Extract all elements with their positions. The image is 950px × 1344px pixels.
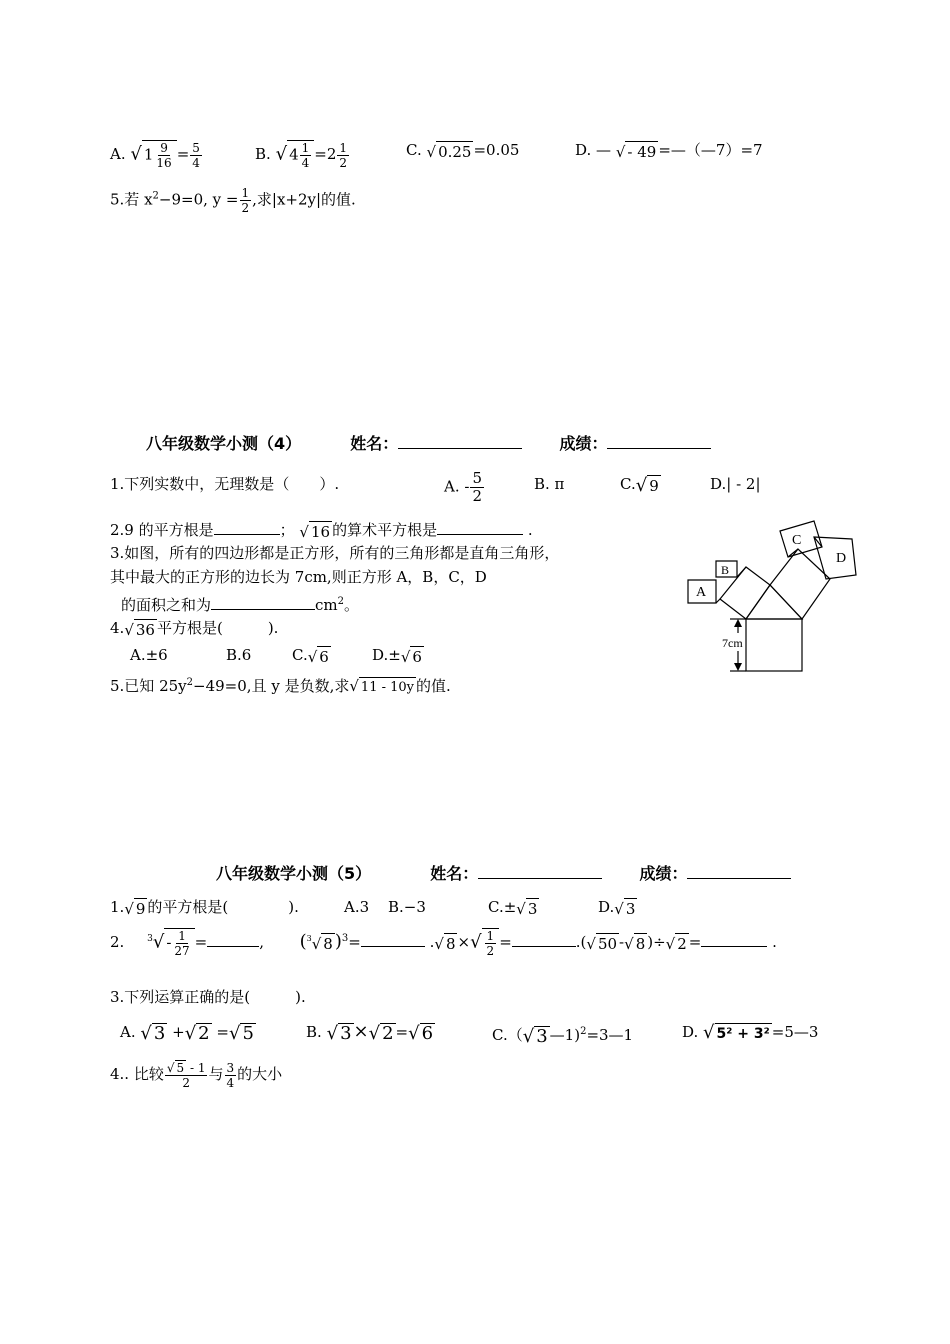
quiz4-q1 xyxy=(110,470,810,506)
sqrt: √ 6 xyxy=(400,647,422,666)
radicand: 5 xyxy=(242,1022,254,1044)
label-a: A xyxy=(696,585,707,600)
minus: - xyxy=(166,933,172,952)
option-label: C. xyxy=(406,141,422,159)
quiz4-header xyxy=(146,432,711,454)
sqrt: √ 2 xyxy=(368,1022,394,1044)
denominator: 16 xyxy=(156,156,172,170)
option-label: D.± xyxy=(372,646,401,664)
equals: = xyxy=(348,933,361,951)
sqrt: √ 0.25 xyxy=(426,142,472,161)
sqrt: √ 3 xyxy=(326,1022,352,1044)
sqrt: √ 3 xyxy=(516,899,538,918)
option-label: D. xyxy=(598,898,615,916)
period: . xyxy=(429,933,435,951)
minus: — xyxy=(596,141,612,159)
answer-blank[interactable] xyxy=(211,593,315,610)
equals: = xyxy=(216,1023,229,1041)
quiz4-q2 xyxy=(110,518,533,542)
radicand: 8 xyxy=(323,934,333,953)
separator: ； xyxy=(279,521,295,539)
numerator: 5 xyxy=(472,469,483,487)
radicand: 9 xyxy=(649,476,659,495)
sqrt: √ 9 xyxy=(124,899,146,918)
fraction xyxy=(225,1061,237,1090)
score-label: 成绩： xyxy=(639,864,688,883)
fraction xyxy=(190,141,202,170)
sqrt: √ 50 xyxy=(586,934,618,953)
name-field[interactable] xyxy=(398,432,522,449)
answer-blank[interactable] xyxy=(361,930,425,947)
label-c: C xyxy=(792,533,802,548)
q5-text: 5.若 x xyxy=(110,190,153,209)
option-label: D. xyxy=(682,1023,699,1041)
quiz5-q3: 3.下列运算正确的是( ). xyxy=(110,988,306,1006)
minus: - xyxy=(619,933,625,951)
times: × xyxy=(353,1021,369,1042)
denominator: 2 xyxy=(486,944,495,958)
quiz-title: 八年级数学小测（5） xyxy=(216,864,372,883)
question-text: 5.已知 25y xyxy=(110,677,187,695)
fraction xyxy=(154,141,173,170)
option-d xyxy=(598,897,637,919)
sqrt: √ 9 xyxy=(635,474,659,496)
quiz5-header xyxy=(216,862,791,884)
label-b: B xyxy=(721,563,730,577)
quiz5-q4 xyxy=(110,1060,282,1100)
quiz4-q3-line1: 3.如图，所有的四边形都是正方形，所有的三角形都是直角三角形， xyxy=(110,544,560,562)
result: =3—1 xyxy=(586,1026,634,1044)
arrow-up xyxy=(734,619,742,627)
question-number: 2. xyxy=(110,933,125,951)
radicand: 16 xyxy=(310,522,331,541)
question xyxy=(110,897,299,919)
question-text: 的面积之和为 xyxy=(121,596,212,614)
divide: )÷ xyxy=(647,933,666,951)
equals: =2 xyxy=(314,145,337,163)
option-label: B. xyxy=(255,145,271,163)
paren: .( xyxy=(575,933,587,951)
whole: 4 xyxy=(289,145,299,164)
expression: —1) xyxy=(549,1026,581,1044)
option-a: A.3 xyxy=(344,898,370,916)
sqrt: √ 5 xyxy=(228,1022,254,1044)
name-label: 姓名： xyxy=(430,864,479,883)
sqrt: √ 6 xyxy=(307,647,329,666)
fraction xyxy=(470,470,484,505)
option-d: D.| - 2| xyxy=(710,475,761,493)
root-index: 3 xyxy=(306,934,312,943)
denominator: 4 xyxy=(192,155,200,170)
result: =—（—7）=7 xyxy=(658,141,763,159)
period: . xyxy=(527,521,533,539)
option-label: B. xyxy=(306,1023,322,1041)
radicand: 5² + 3² xyxy=(715,1023,772,1044)
radicand: 50 xyxy=(597,934,618,953)
superscript: 2 xyxy=(186,677,194,688)
fraction xyxy=(165,1060,208,1090)
denominator: 4 xyxy=(226,1075,235,1090)
option-label: D. xyxy=(575,141,592,159)
numerator: √ 5 - 1 xyxy=(166,1061,206,1075)
quiz-title: 八年级数学小测（4） xyxy=(146,434,302,453)
option-label: C.（ xyxy=(492,1026,523,1044)
quiz5-q2 xyxy=(110,928,777,972)
option-a: A.±6 xyxy=(130,646,168,664)
sqrt-mixed: √ 1 $\frac{9}{16}$ xyxy=(130,140,176,170)
answer-blank[interactable] xyxy=(701,930,767,947)
option-d xyxy=(372,645,424,667)
superscript: 2 xyxy=(580,1026,587,1037)
quiz4-q3-line3 xyxy=(121,592,359,615)
radicand: 3 xyxy=(153,1022,166,1044)
radicand: 6 xyxy=(421,1022,434,1044)
paren: ) xyxy=(334,931,342,952)
top-question-5 xyxy=(110,186,356,222)
numerator: 1 xyxy=(241,186,250,200)
large-square xyxy=(746,619,802,671)
arrow-down xyxy=(734,663,742,671)
option-label: A. xyxy=(120,1023,136,1041)
radicand: 8 xyxy=(445,934,456,953)
equals: = xyxy=(688,933,702,951)
option-a xyxy=(444,470,485,505)
plus: + xyxy=(172,1023,185,1041)
sqrt: √ 3 xyxy=(614,899,636,918)
option-c xyxy=(406,140,519,162)
radicand: 36 xyxy=(135,620,155,639)
question-text: 与 xyxy=(208,1065,224,1083)
denominator: 27 xyxy=(174,944,190,958)
unit: cm xyxy=(315,596,338,614)
numerator: 1 xyxy=(178,929,186,943)
fraction xyxy=(485,929,497,958)
radicand: 8 xyxy=(635,934,646,953)
quiz4-q5 xyxy=(110,673,451,698)
sqrt: √ 2 xyxy=(665,934,687,953)
name-label: 姓名： xyxy=(350,434,399,453)
score-field[interactable] xyxy=(687,862,791,879)
option-b xyxy=(306,1022,435,1044)
radicand: 6 xyxy=(412,647,422,666)
radicand: 3 xyxy=(527,899,538,918)
quiz5-q1 xyxy=(110,897,670,919)
fraction xyxy=(240,186,252,215)
fraction xyxy=(172,929,191,958)
radicand: 0.25 xyxy=(438,142,472,161)
question-text: 1.下列实数中，无理数是（ ）. xyxy=(110,475,340,493)
option-a xyxy=(120,1022,256,1044)
radicand: 3 xyxy=(340,1022,352,1044)
pythagorean-squares-figure xyxy=(680,515,880,680)
option-b: B.−3 xyxy=(388,898,426,916)
sqrt: √ 16 xyxy=(299,522,331,541)
equals: = xyxy=(499,933,512,951)
sqrt: √ - 49 xyxy=(615,142,657,161)
radicand: 3 xyxy=(536,1025,548,1047)
radicand: 6 xyxy=(319,647,329,666)
option-b xyxy=(255,140,350,170)
cube-root: √ 8 xyxy=(311,934,333,953)
quiz4-q4-options xyxy=(130,645,450,667)
sqrt: √ 6 xyxy=(408,1022,434,1044)
question-text: 的值. xyxy=(416,677,451,695)
question-number: 1. xyxy=(110,898,125,916)
radicand: 2 xyxy=(382,1022,394,1044)
superscript: 2 xyxy=(337,596,345,607)
radicand: 9 xyxy=(135,899,146,918)
answer-blank[interactable] xyxy=(207,930,259,947)
question-text: 2.9 的平方根是 xyxy=(110,521,214,539)
question-text: 的平方根是( ). xyxy=(147,898,299,916)
result: =0.05 xyxy=(473,141,520,159)
numerator: 1 xyxy=(486,929,495,943)
option-label: C. xyxy=(292,646,308,664)
q5-text: ,求|x+2y|的值. xyxy=(252,190,356,209)
root-index: 3 xyxy=(147,934,153,944)
option-c xyxy=(488,897,539,919)
numerator: 1 xyxy=(301,141,310,155)
sqrt: √ 11 - 10y xyxy=(349,676,416,698)
sqrt: √ 36 xyxy=(124,620,155,639)
quiz5-q3-options xyxy=(120,1022,840,1048)
q5-text: −9=0, y = xyxy=(158,190,239,209)
sqrt: √ 8 xyxy=(624,934,646,953)
option-c xyxy=(492,1022,633,1047)
numerator: 3 xyxy=(226,1060,235,1075)
superscript: 3 xyxy=(341,933,349,944)
denominator: 2 xyxy=(241,201,250,215)
question-text: 4.. 比较 xyxy=(110,1065,164,1083)
radicand: 3 xyxy=(625,899,636,918)
sqrt: √ $\frac{1}{2}$ xyxy=(470,928,499,958)
name-field[interactable] xyxy=(478,862,602,879)
numerator: 5 xyxy=(192,140,200,155)
answer-blank[interactable] xyxy=(214,518,280,535)
option-d xyxy=(575,140,763,162)
quiz4-q3-line2: 其中最大的正方形的边长为 7cm,则正方形 A，B，C，D xyxy=(110,568,487,586)
denominator: 2 xyxy=(472,487,483,505)
period: 。 xyxy=(344,596,360,614)
question-text: 平方根是( ). xyxy=(156,619,279,637)
denominator: 4 xyxy=(301,156,310,170)
option-a xyxy=(110,140,203,170)
sqrt: √ 3 xyxy=(140,1022,166,1044)
question-text: 的大小 xyxy=(237,1065,283,1083)
sqrt: √ 3 xyxy=(522,1025,548,1047)
radicand: 5 xyxy=(176,1061,185,1075)
denominator: 2 xyxy=(339,155,348,170)
whole: 1 xyxy=(143,145,154,164)
comma: , xyxy=(259,933,265,951)
connector xyxy=(737,567,746,577)
option-c xyxy=(620,474,661,496)
numerator: 1 xyxy=(339,140,348,155)
times: × xyxy=(457,933,471,951)
denominator: 2 xyxy=(182,1076,190,1090)
equals: = xyxy=(194,933,208,951)
length-label: 7cm xyxy=(722,636,743,650)
sqrt-mixed: √ 4 $\frac{1}{4}$ xyxy=(276,140,315,170)
option-d xyxy=(682,1022,818,1044)
top-options-row xyxy=(110,132,830,172)
question-text: 的算术平方根是 xyxy=(332,521,438,539)
label-d: D xyxy=(836,551,847,566)
minus: - xyxy=(464,477,470,496)
option-b: B. π xyxy=(534,475,565,493)
expression: - 1 xyxy=(186,1061,206,1075)
sqrt: √ 5² + 3² xyxy=(703,1021,770,1043)
option-label: A. xyxy=(110,145,126,163)
period: . xyxy=(772,933,777,951)
equals: = xyxy=(395,1023,409,1041)
radicand: 2 xyxy=(198,1022,210,1044)
score-label: 成绩： xyxy=(559,434,608,453)
radicand: 11 - 10y xyxy=(359,677,416,698)
superscript: 2 xyxy=(152,190,159,202)
sqrt: √ 8 xyxy=(434,934,456,953)
radicand: 2 xyxy=(677,934,687,953)
quiz4-q4 xyxy=(110,618,278,640)
paren: ( xyxy=(299,931,307,952)
sqrt: √ 2 xyxy=(184,1022,210,1044)
option-label: C.± xyxy=(488,898,517,916)
cube-root: √ - $\frac{1}{27}$ xyxy=(153,928,195,958)
fraction xyxy=(300,141,312,170)
question-number: 4. xyxy=(110,619,125,637)
radicand: - 49 xyxy=(627,142,657,161)
answer-blank[interactable] xyxy=(437,518,523,535)
result: =5—3 xyxy=(771,1023,819,1041)
answer-blank[interactable] xyxy=(512,930,576,947)
score-field[interactable] xyxy=(607,432,711,449)
equals: = xyxy=(176,145,190,163)
numerator: 9 xyxy=(160,141,168,155)
option-b: B.6 xyxy=(226,646,252,664)
question-text: −49=0,且 y 是负数,求 xyxy=(193,677,350,695)
option-label: A. xyxy=(444,477,460,496)
option-label: C. xyxy=(620,475,636,493)
option-c xyxy=(292,645,331,667)
fraction xyxy=(337,141,349,170)
